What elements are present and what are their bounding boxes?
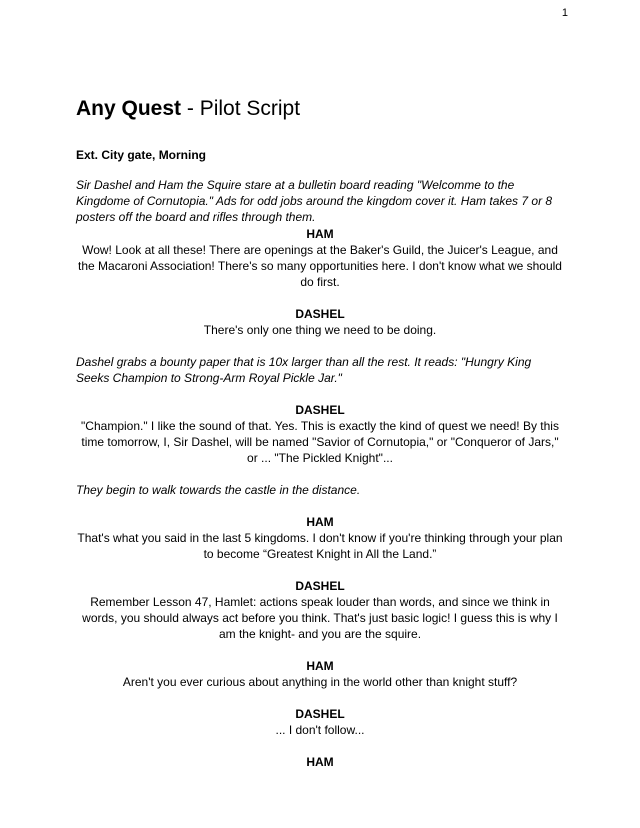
script-page [76, 96, 564, 770]
character-name: DASHEL [295, 307, 345, 321]
dialogue-line: Remember Lesson 47, Hamlet: actions speak louder than words, and since we think in words, you should always act before you think. That's just basic logic! I guess this is why I am the knight- and you are the squire. [82, 595, 558, 641]
action-line: Dashel grabs a bounty paper that is 10x larger than all the rest. It reads: "Hungry King Seeks Champion to Strong-Arm Royal Pickle Jar." [76, 355, 532, 385]
dialogue-line: Aren't you ever curious about anything in the world other than knight stuff? [122, 675, 518, 689]
dialogue-line: ... I don't follow... [275, 723, 365, 737]
title-subtitle: - Pilot Script [181, 97, 301, 120]
scene-heading: Ext. City gate, Morning [76, 148, 207, 162]
dialogue-line: "Champion." I like the sound of that. Yes. This is exactly the kind of quest we need! By this time tomorrow, I, Sir Dashel, will be named "Savior of Cornutopia," or "Conqueror of Jars," or ... "The Pickled Knight"... [81, 419, 559, 465]
character-name: HAM [306, 227, 334, 241]
page-number: 1 [561, 7, 568, 19]
action-line: Sir Dashel and Ham the Squire stare at a bulletin board reading "Welcomme to the Kingdome of Cornutopia." Ads for odd jobs around the kingdom cover it. Ham takes 7 or 8 posters off the board and rifles through them. [76, 178, 553, 224]
character-name: DASHEL [295, 579, 345, 593]
script-title [76, 96, 564, 122]
title-bold: Any Quest [76, 97, 182, 120]
dialogue-line: Wow! Look at all these! There are openings at the Baker's Guild, the Juicer's League, and the Macaroni Association! There's so many opportunities here. I don't know what we should do first. [78, 243, 562, 289]
character-name: DASHEL [295, 707, 345, 721]
action-line: They begin to walk towards the castle in the distance. [76, 483, 361, 497]
character-name: HAM [306, 755, 334, 769]
dialogue-line: That's what you said in the last 5 kingdoms. I don't know if you're thinking through your plan to become “Greatest Knight in All the Land.” [77, 531, 563, 561]
dialogue-line: There's only one thing we need to be doing. [203, 323, 437, 337]
character-name: HAM [306, 515, 334, 529]
character-name: DASHEL [295, 403, 345, 417]
character-name: HAM [306, 659, 334, 673]
